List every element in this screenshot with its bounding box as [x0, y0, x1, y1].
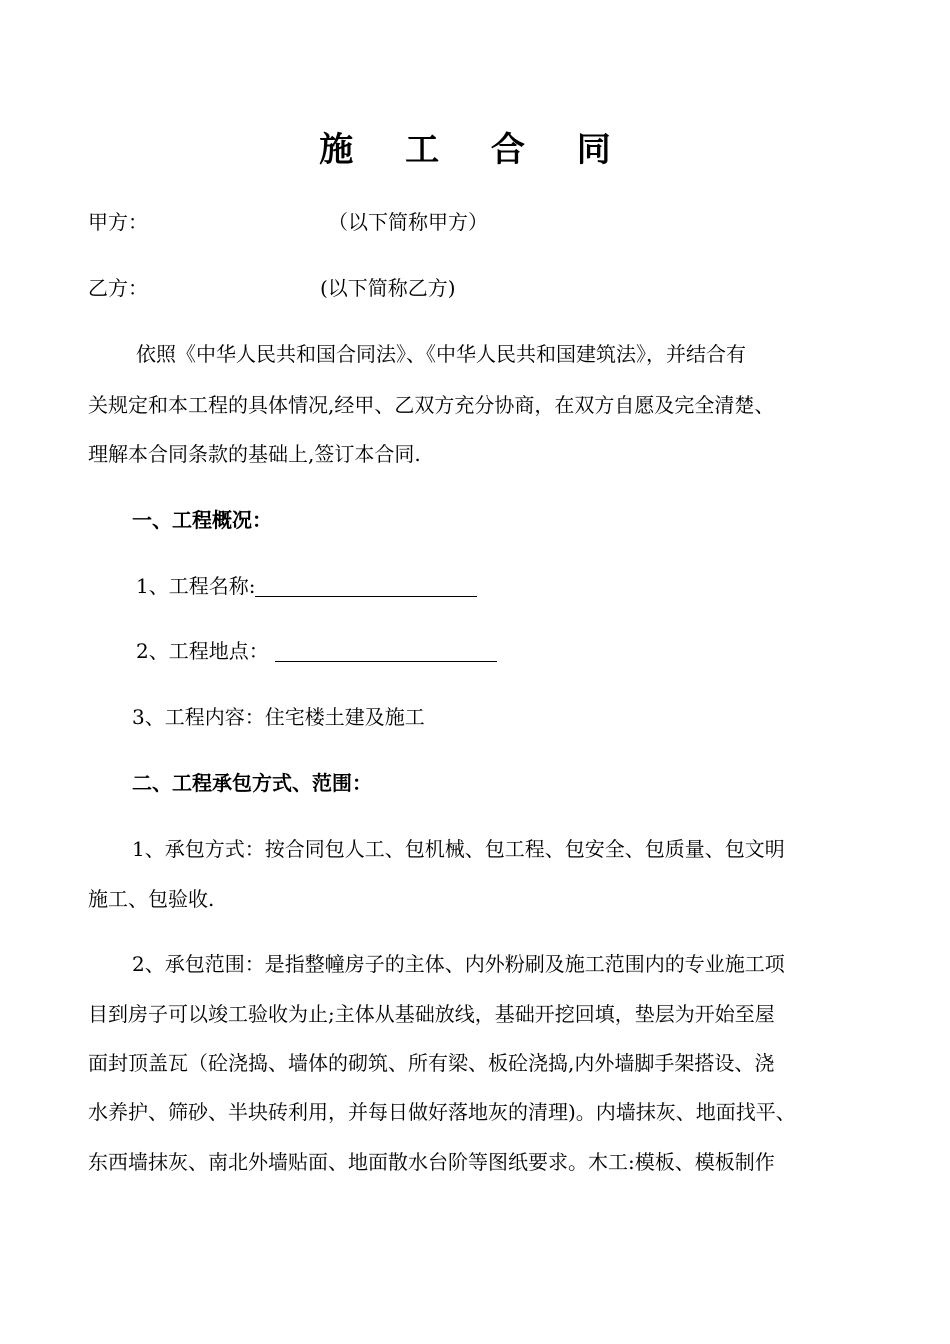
contract-method-line-2: 施工、包验收. — [88, 887, 215, 911]
contract-scope-line-3: 面封顶盖瓦（砼浇捣、墙体的砌筑、所有梁、板砼浇捣,内外墙脚手架搭设、浇 — [88, 1051, 775, 1075]
preamble-line-2: 关规定和本工程的具体情况,经甲、乙双方充分协商，在双方自愿及完全清楚、 — [88, 393, 775, 417]
project-name-label: 1、工程名称: — [136, 574, 256, 598]
party-a-note: （以下简称甲方） — [328, 210, 488, 234]
party-a-line — [88, 208, 488, 236]
party-b-line — [88, 274, 456, 302]
project-location-label: 2、工程地点： — [136, 639, 269, 663]
contract-scope-line-5: 东西墙抹灰、南北外墙贴面、地面散水台阶等图纸要求。木工:模板、模板制作 — [88, 1150, 775, 1174]
party-a-label: 甲方： — [88, 210, 148, 234]
document-title: 施 工 合 同 — [319, 130, 631, 170]
project-content-line: 3、工程内容：住宅楼土建及施工 — [132, 705, 425, 729]
contract-scope-line-4: 水养护、筛砂、半块砖利用，并每日做好落地灰的清理)。内墙抹灰、地面找平、 — [88, 1100, 796, 1124]
party-b-note: (以下简称乙方) — [320, 276, 456, 300]
project-name-blank — [255, 576, 477, 597]
project-name-line — [136, 572, 477, 600]
project-location-blank — [275, 641, 497, 662]
preamble-line-3: 理解本合同条款的基础上,签订本合同. — [88, 442, 421, 466]
contract-method-line-1: 1、承包方式：按合同包人工、包机械、包工程、包安全、包质量、包文明 — [132, 837, 785, 861]
contract-scope-line-1: 2、承包范围：是指整幢房子的主体、内外粉刷及施工范围内的专业施工项 — [132, 952, 785, 976]
section-1-heading: 一、工程概况： — [132, 508, 272, 532]
section-2-heading: 二、工程承包方式、范围： — [132, 771, 372, 795]
contract-scope-line-2: 目到房子可以竣工验收为止;主体从基础放线，基础开挖回填，垫层为开始至屋 — [88, 1002, 775, 1026]
preamble-line-1: 依照《中华人民共和国合同法》、《中华人民共和国建筑法》，并结合有 — [136, 342, 746, 366]
party-b-label: 乙方： — [88, 276, 148, 300]
project-location-line — [136, 637, 497, 665]
